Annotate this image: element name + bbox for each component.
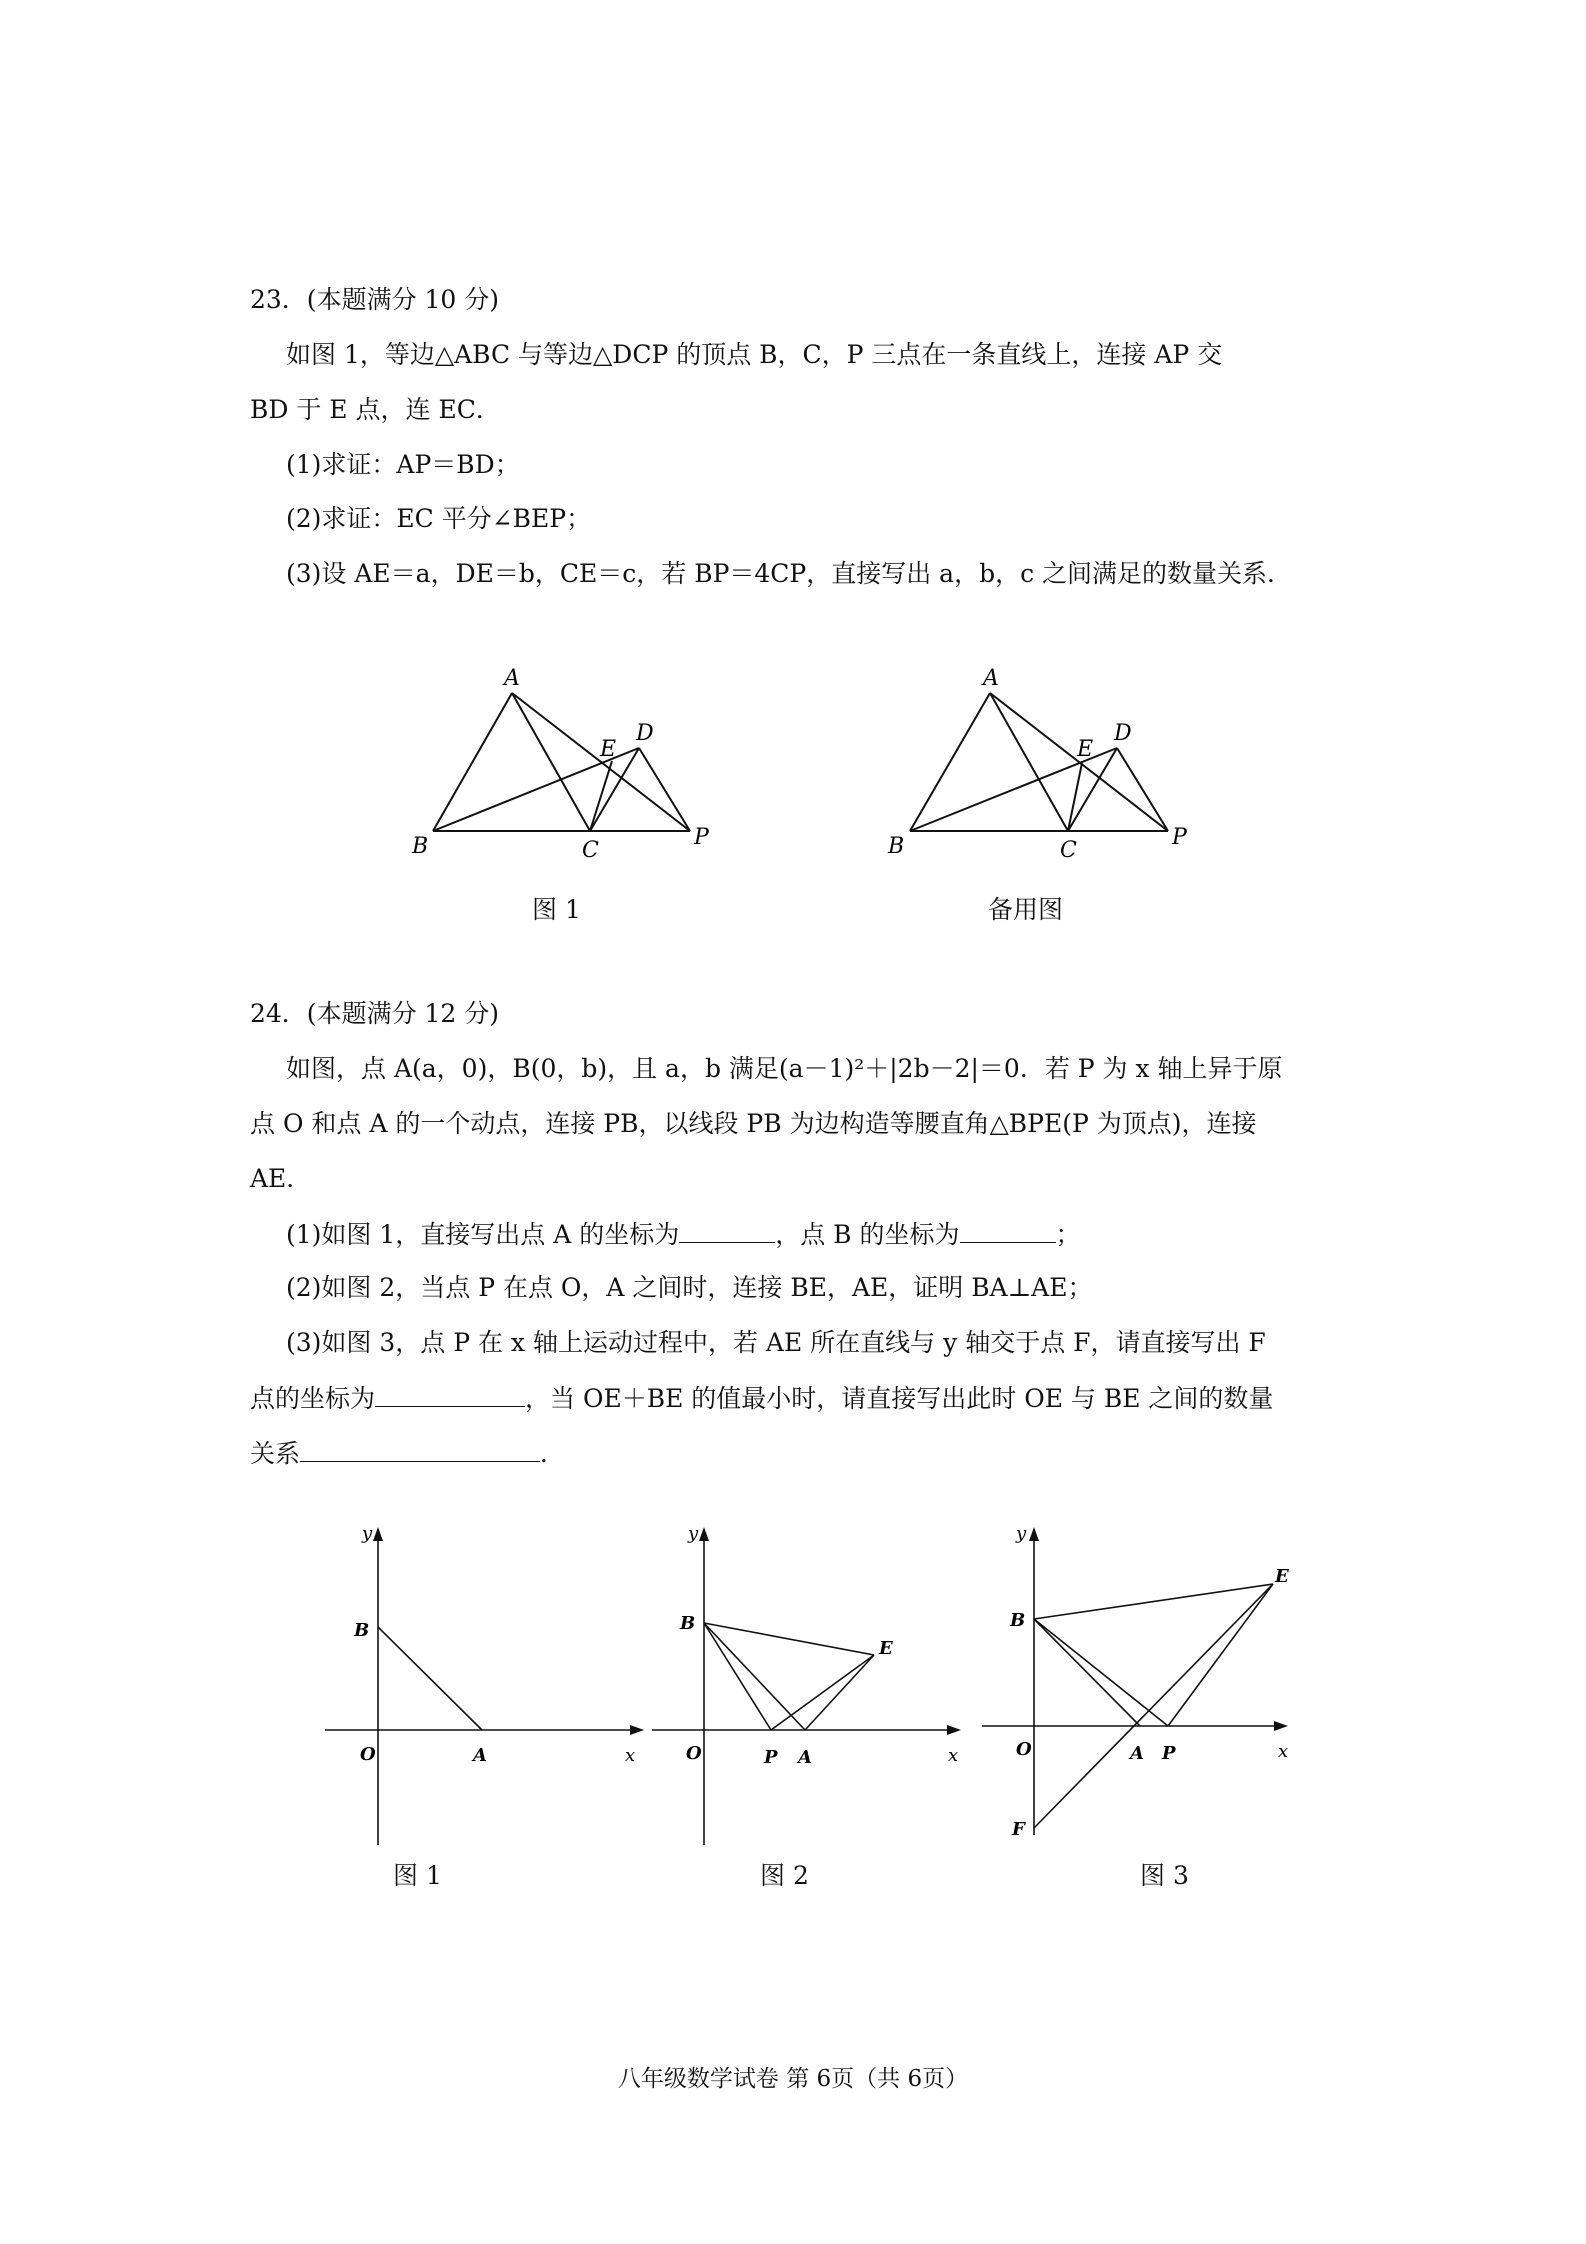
q23-stem-line1: 如图 1，等边△ABC 与等边△DCP 的顶点 B，C，P 三点在一条直线上，连接 AP 交 (286, 340, 1223, 369)
q23-f1-label-e: E (600, 737, 617, 762)
q24-part3-text-b: ，当 OE＋BE 的值最小时，请直接写出此时 OE 与 BE 之间的数量 (525, 1384, 1274, 1413)
q24-f2-label-o: O (686, 1743, 702, 1764)
q24-f3-label-p: P (1162, 1743, 1176, 1764)
q24-f3-label-e: E (1275, 1566, 1289, 1587)
q24-f2-label-p: P (764, 1747, 778, 1768)
q24-figure-1 (320, 1515, 650, 1849)
q24-f1-label-x: x (625, 1745, 636, 1766)
q24-f1-label-b: B (354, 1620, 370, 1641)
q24-part1 (286, 1218, 1081, 1251)
q24-part3-line3 (250, 1437, 565, 1470)
q24-part3-line1: (3)如图 3，点 P 在 x 轴上运动过程中，若 AE 所在直线与 y 轴交于点 F，请直接写出 F (286, 1328, 1266, 1357)
q23-f2-label-e: E (1077, 737, 1094, 762)
q24-f2-label-a: A (798, 1747, 812, 1768)
q24-f3-label-o: O (1016, 1739, 1032, 1760)
q23-f2-label-d: D (1114, 721, 1132, 746)
q24-stem-line1: 如图，点 A(a，0)，B(0，b)，且 a，b 满足(a－1)²＋|2b－2|＝0．若 P 为 x 轴上异于原 (286, 1054, 1283, 1083)
q24-part1-text-b: ，点 B 的坐标为 (775, 1220, 960, 1249)
q24-f3-label-b: B (1010, 1610, 1026, 1631)
q24-part3-text-d: ． (540, 1439, 566, 1468)
answer-blank-f-coordinate (375, 1382, 525, 1407)
answer-blank-relation (300, 1437, 540, 1462)
q23-figure-backup (880, 660, 1220, 864)
q23-part2: (2)求证：EC 平分∠BEP； (286, 504, 592, 533)
q24-f1-label-a: A (473, 1745, 487, 1766)
q24-part3-text-a: 点的坐标为 (250, 1384, 376, 1413)
q24-f2-label-y: y (688, 1523, 699, 1544)
q24-f3-label-x: x (1278, 1741, 1289, 1762)
q23-f2-label-a: A (983, 666, 999, 691)
q24-header: 24．(本题满分 12 分) (250, 999, 500, 1028)
q24-caption-figure1: 图 1 (393, 1861, 442, 1890)
q23-figure-1 (400, 660, 740, 864)
q24-caption-figure2: 图 2 (760, 1861, 809, 1890)
q24-part1-text-c: ； (1055, 1220, 1081, 1249)
q24-f2-label-e: E (879, 1638, 893, 1659)
q24-caption-figure3: 图 3 (1140, 1861, 1189, 1890)
q23-caption-figure1: 图 1 (532, 895, 581, 924)
q23-f1-label-b: B (412, 834, 429, 859)
answer-blank-a-coordinate (679, 1218, 775, 1243)
q23-part3: (3)设 AE＝a，DE＝b，CE＝c，若 BP＝4CP，直接写出 a，b，c 之间满足的数量关系． (286, 559, 1293, 588)
q24-part1-text-a: (1)如图 1，直接写出点 A 的坐标为 (286, 1220, 680, 1249)
q23-part1: (1)求证：AP＝BD； (286, 450, 520, 479)
q24-stem-line2: 点 O 和点 A 的一个动点，连接 PB，以线段 PB 为边构造等腰直角△BPE(P 为顶点)，连接 (250, 1109, 1257, 1138)
q24-f2-label-b: B (680, 1613, 696, 1634)
q23-f2-label-c: C (1060, 838, 1077, 863)
q24-f1-label-o: O (360, 1744, 376, 1765)
answer-blank-b-coordinate (960, 1218, 1056, 1243)
q23-caption-backup: 备用图 (988, 895, 1064, 924)
q24-f3-label-f: F (1012, 1819, 1025, 1840)
q24-f2-label-x: x (948, 1745, 959, 1766)
q23-stem-line2: BD 于 E 点，连 EC． (250, 395, 501, 424)
q23-f1-label-c: C (582, 838, 599, 863)
q24-f1-label-y: y (362, 1523, 373, 1544)
q24-figure-3 (980, 1515, 1320, 1849)
q23-f1-label-d: D (636, 721, 654, 746)
q24-f3-label-a: A (1130, 1743, 1144, 1764)
q24-f3-label-y: y (1016, 1523, 1027, 1544)
q24-figure-2 (650, 1515, 980, 1849)
page-footer: 八年级数学试卷 第 6页（共 6页） (617, 2066, 969, 2092)
q23-header: 23．(本题满分 10 分) (250, 285, 500, 314)
q24-part3-line2 (250, 1382, 1273, 1415)
q24-stem-line3: AE． (250, 1164, 312, 1193)
q24-part2: (2)如图 2，当点 P 在点 O，A 之间时，连接 BE，AE，证明 BA⊥AE； (286, 1273, 1093, 1302)
q23-f1-label-a: A (504, 666, 520, 691)
q23-f2-label-b: B (888, 834, 905, 859)
q24-part3-text-c: 关系 (250, 1439, 301, 1468)
q23-f2-label-p: P (1172, 825, 1187, 850)
q23-f1-label-p: P (694, 825, 709, 850)
